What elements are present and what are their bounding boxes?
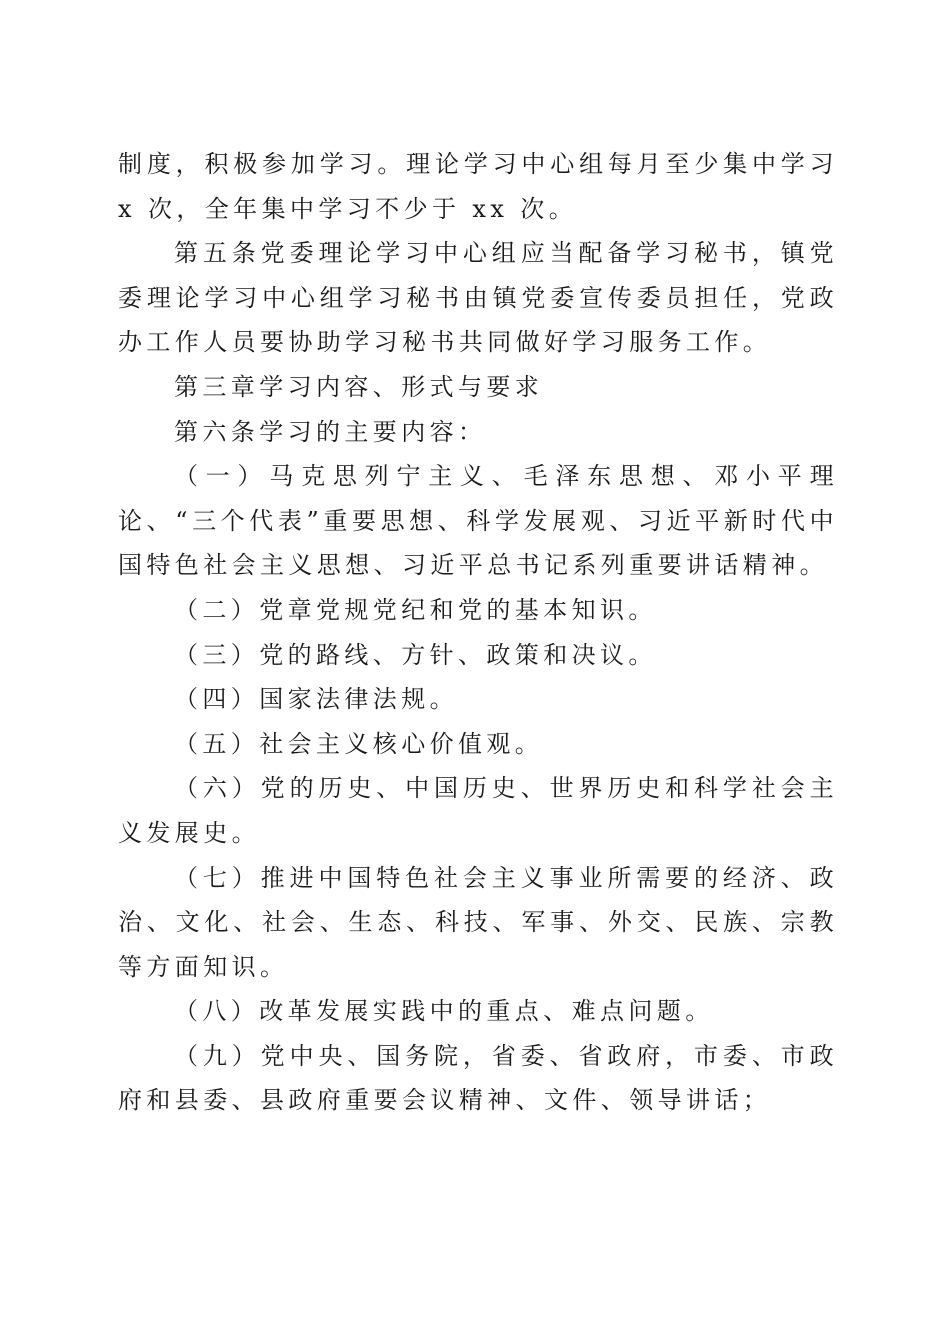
list-item-9: （九）党中央、国务院，省委、省政府，市委、市政府和县委、县政府重要会议精神、文件、领导讲话；: [118, 1041, 838, 1115]
paragraph-article-5: 第五条党委理论学习中心组应当配备学习秘书，镇党委理论学习中心组学习秘书由镇党委宣传委员担任，党政办工作人员要协助学习秘书共同做好学习服务工作。: [118, 239, 838, 357]
list-item-7: （七）推进中国特色社会主义事业所需要的经济、政治、文化、社会、生态、科技、军事、外交、民族、宗教等方面知识。: [118, 863, 838, 981]
document-body: [118, 142, 838, 1123]
list-item-3: （三）党的路线、方针、政策和决议。: [174, 640, 657, 669]
chapter-3-heading: 第三章学习内容、形式与要求: [174, 372, 544, 401]
list-item-6: （六）党的历史、中国历史、世界历史和科学社会主义发展史。: [118, 774, 838, 847]
list-item-1: （一）马克思列宁主义、毛泽东思想、邓小平理论、“三个代表”重要思想、科学发展观、习近平新时代中国特色社会主义思想、习近平总书记系列重要讲话精神。: [118, 462, 838, 580]
paragraph-article-6: 第六条学习的主要内容：: [174, 417, 487, 446]
list-item-8: （八）改革发展实践中的重点、难点问题。: [174, 997, 714, 1026]
list-item-5: （五）社会主义核心价值观。: [174, 729, 544, 758]
list-item-4: （四）国家法律法规。: [174, 685, 458, 714]
list-item-2: （二）党章党规党纪和党的基本知识。: [174, 595, 657, 624]
paragraph-continued-study-system: 制度，积极参加学习。理论学习中心组每月至少集中学习 x 次，全年集中学习不少于 xx 次。: [118, 150, 838, 223]
